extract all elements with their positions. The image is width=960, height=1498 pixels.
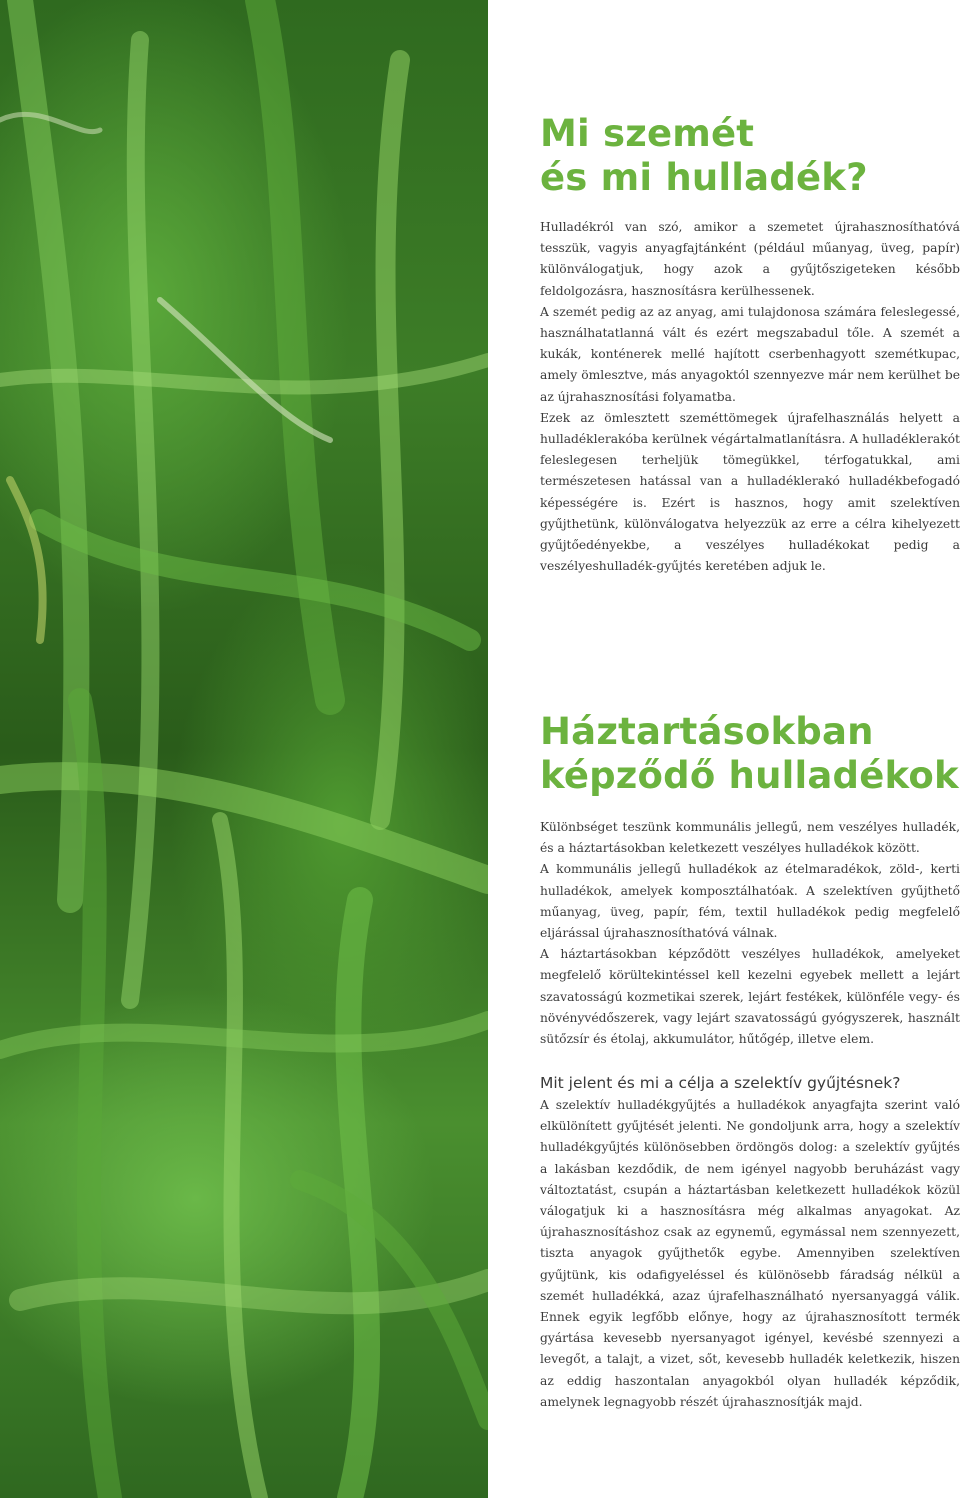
paragraph: Különbséget teszünk kommunális jellegű, nem veszélyes hulladék, és a háztartásokban keletkezett veszélyes hulladékok között. [540, 820, 960, 856]
paragraph: A háztartásokban képződött veszélyes hulladékok, amelyeket megfelelő körültekintéssel kell kezelni egyebek mellett a lejárt szavatosságú kozmetikai szerek, lejárt festékek, különféle vegy- és növényvédőszerek, vagy lejárt szavatosságú gyógyszerek, használt sütőzsír és étolaj, akkumulátor, hűtőgép, illetve elem. [540, 947, 960, 1047]
paragraph: A kommunális jellegű hulladékok az ételmaradékok, zöld-, kerti hulladékok, amelyek komposztálhatóak. A szelektíven gyűjthető műanyag, üveg, papír, fém, textil hulladékok pedig megfelelő eljárással újrahasznosíthatóvá válnak. [540, 862, 960, 941]
paragraph: A szemét pedig az az anyag, ami tulajdonosa számára feleslegessé, használhatatlanná vált és ezért megszabadul tőle. A szemét a kukák, konténerek mellé hajított cserbenhagyott szemétkupac, amely ömlesztve, más anyagoktól szennyezve már nem kerülhet be az újrahasznosítási folyamatba. [540, 304, 960, 404]
paragraph: Ezek az ömlesztett szeméttömegek újrafelhasználás helyett a hulladéklerakóba kerülnek végártalmatlanításra. A hulladéklerakót feleslegesen terheljük tömegükkel, térfogatukkal, ami természetesen hatással van a hulladéklerakó hulladékbefogadó képességére is. Ezért is hasznos, hogy amit szelektíven gyűjthetünk, különválogatva helyezzük az erre a célra kihelyezett gyűjtőedényekbe, a veszélyes hulladékokat pedig a veszélyeshulladék-gyűjtés keretében adjuk le. [540, 410, 960, 574]
subsection-title-selective: Mit jelent és mi a célja a szelektív gyűjtésnek? [540, 1074, 901, 1092]
section-title-household [540, 710, 959, 798]
section-body-selective [540, 1095, 960, 1413]
title-line: Háztartásokban [540, 710, 874, 753]
title-line: Mi szemét [540, 112, 755, 155]
title-line: képződő hulladékok [540, 754, 959, 797]
title-line: és mi hulladék? [540, 156, 868, 199]
section-body-household [540, 817, 960, 1050]
paragraph: Hulladékról van szó, amikor a szemetet újrahasznosíthatóvá tesszük, vagyis anyagfajtánként (például műanyag, üveg, papír) különválogatjuk, hogy azok a gyűjtőszigeteken később feldolgozásra, hasznosításra kerülhessenek. [540, 220, 960, 298]
section-body-waste [540, 217, 960, 577]
paragraph: A szelektív hulladékgyűjtés a hulladékok anyagfajta szerint való elkülönített gyűjtését jelenti. Ne gondoljunk arra, hogy a szelektív hulladékgyűjtés különösebben ördöngös dolog: a szelektív gyűjtés a lakásban kezdődik, de nem igényel nagyobb beruházást vagy változtatást, csupán a háztartásban keletkezett hulladékok közül válogatjuk ki a hasznosításra még alkalmas anyagokat. Az újrahasznosításhoz csak az egynemű, egymással nem szennyezett, tiszta anyagok gyűjthetők egybe. Amennyiben szelektíven gyűjtünk, kis odafigyeléssel és különösebb fáradság nélkül a szemét hulladékká, azaz újrafelhasználható nyersanyaggá válik. Ennek egyik legfőbb előnye, hogy az újrahasznosított termék gyártása kevesebb nyersanyagot igényel, kevésbé szennyezi a levegőt, a talajt, a vizet, sőt, kevesebb hulladék keletkezik, hiszen az eddig haszontalan anyagokból olyan hulladék képződik, amelynek legnagyobb részét újrahasznosítják majd. [540, 1098, 960, 1409]
section-title-waste [540, 112, 868, 200]
